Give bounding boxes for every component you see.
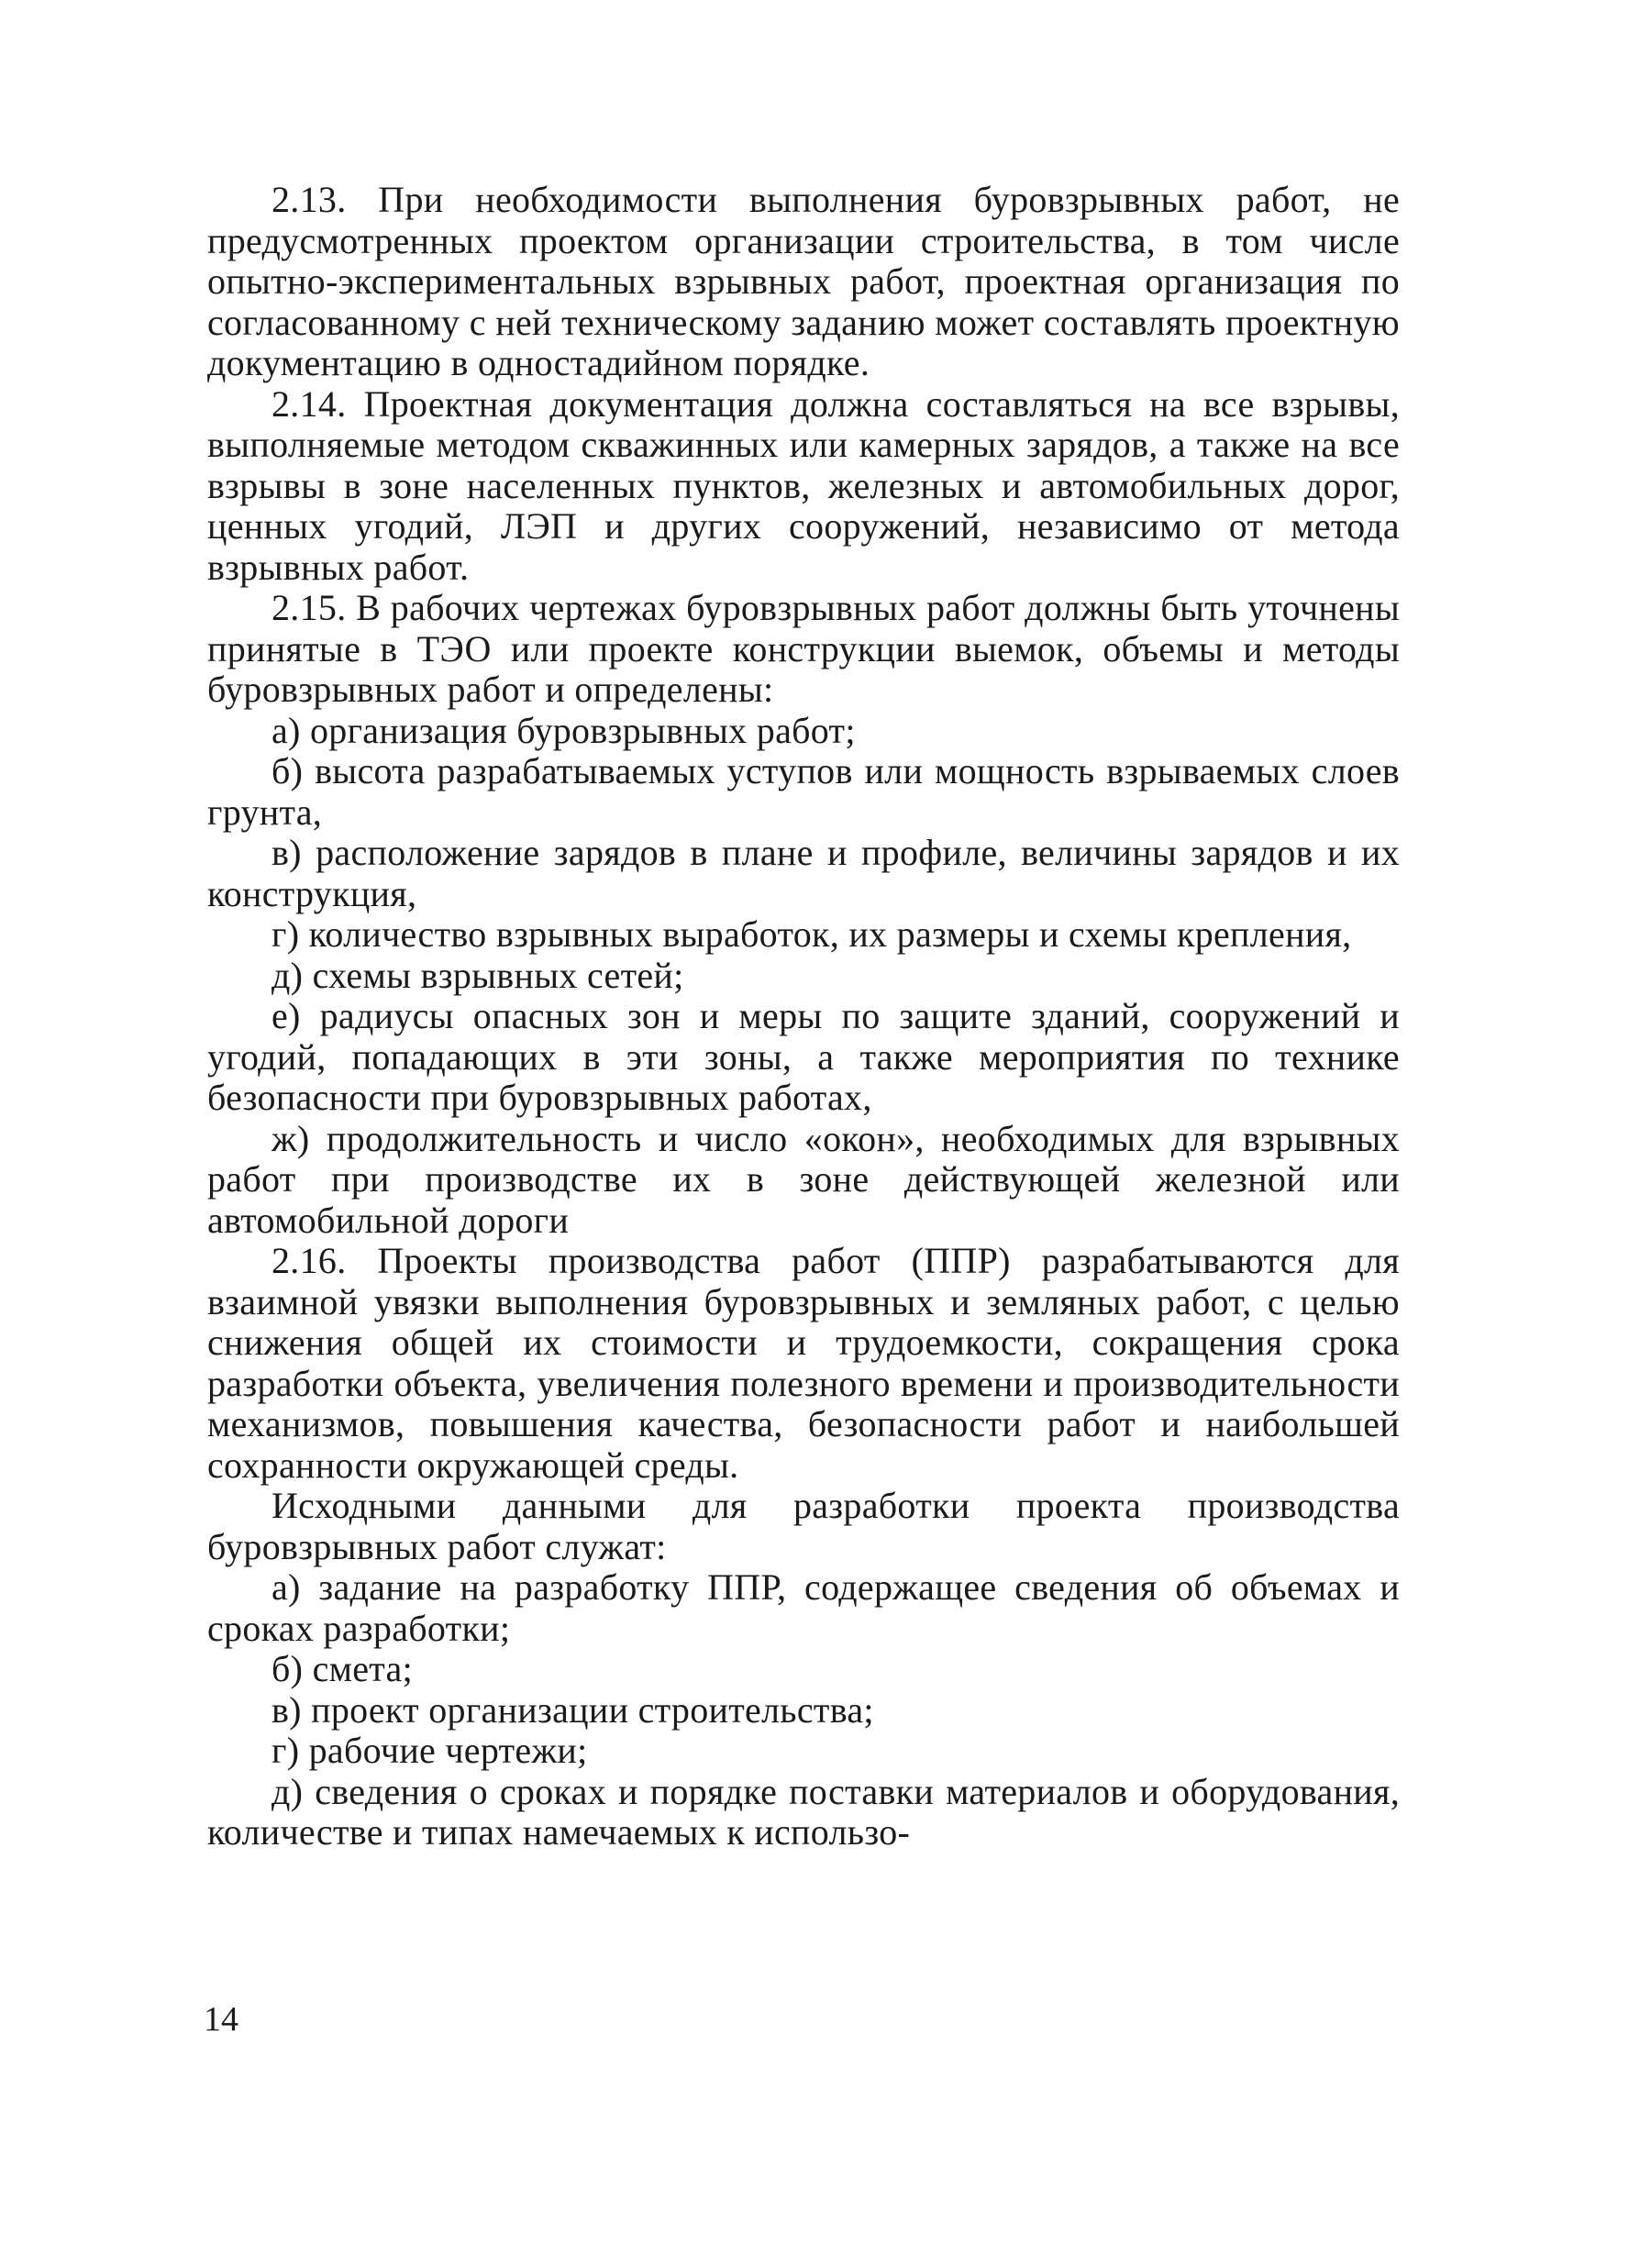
paragraph-2-15: 2.15. В рабочих чертежах буровзрывных работ должны быть уточнены принятые в ТЭО или проекте конструкции выемок, объемы и методы буровзрывных работ и определены:: [207, 587, 1400, 710]
list-item-a: а) организация буровзрывных работ;: [272, 709, 856, 751]
paragraph-2-16: 2.16. Проекты производства работ (ППР) разрабатываются для взаимной увязки выполнения буровзрывных и земляных работ, с целью снижения общей их стоимости и трудоемкости, сокращения срока разработки объекта, увеличения полезного времени и производительности механизмов, повышения качества, безопасности работ и наибольшей сохранности окружающей среды.: [207, 1240, 1400, 1486]
paragraph-2-13: 2.13. При необходимости выполнения буровзрывных работ, не предусмотренных проектом организации строительства, в том числе опытно-экспериментальных взрывных работ, проектная организация по согласованному с ней техническому заданию может составлять проектную документацию в одностадийном порядке.: [207, 179, 1400, 383]
source-data-intro: Исходными данными для разработки проекта производства буровзрывных работ служат:: [207, 1485, 1400, 1567]
list-item-g: г) количество взрывных выработок, их размеры и схемы крепления,: [272, 913, 1352, 955]
list-item-e: е) радиусы опасных зон и меры по защите зданий, сооружений и угодий, попадающих в эти зоны, а также мероприятия по технике безопасности при буровзрывных работах,: [207, 995, 1400, 1118]
list-item-v: в) расположение зарядов в плане и профиле, величины зарядов и их конструкция,: [207, 832, 1400, 914]
source-item-b: б) смета;: [272, 1648, 414, 1689]
source-item-g: г) рабочие чертежи;: [272, 1730, 588, 1771]
source-item-v: в) проект организации строительства;: [272, 1688, 874, 1731]
page-number: 14: [204, 2000, 238, 2039]
list-item-b: б) высота разрабатываемых уступов или мощность взрываемых слоев грунта,: [207, 750, 1400, 833]
list-item-d: д) схемы взрывных сетей;: [272, 954, 684, 996]
source-item-d: д) сведения о сроках и порядке поставки материалов и оборудования, количестве и типах намечаемых к использо-: [207, 1770, 1400, 1853]
source-item-a: а) задание на разработку ППР, содержащее сведения об объемах и сроках разработки;: [207, 1566, 1400, 1649]
paragraph-2-14: 2.14. Проектная документация должна составляться на все взрывы, выполняемые методом скважинных или камерных зарядов, а также на все взрывы в зоне населенных пунктов, железных и автомобильных дорог, ценных угодий, ЛЭП и других сооружений, независимо от метода взрывных работ.: [207, 382, 1400, 588]
body-text: [207, 180, 1400, 1853]
list-item-zh: ж) продолжительность и число «окон», необходимых для взрывных работ при производстве их в зоне действующей железной или автомобильной дороги: [207, 1117, 1400, 1241]
